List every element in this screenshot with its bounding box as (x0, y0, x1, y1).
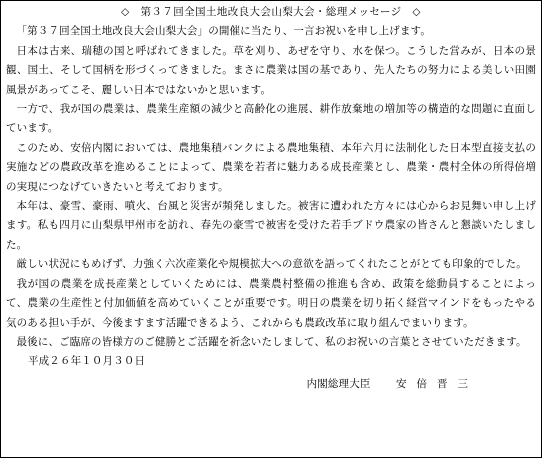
document-body (6, 3, 536, 394)
paragraph-cabinet-policy: このため、安倍内閣においては、農地集積バンクによる農地集積、本年六月に法制化した日本型直接支払の実施などの農政改革を進めることによって、農業を若者に魅力ある成長産業とし、農業・農村全体の所得倍増の実現につなげていきたいと考えております。 (6, 141, 536, 193)
paragraph-disasters: 本年は、豪雪、豪雨、噴火、台風と災害が頻発しました。被害に遭われた方々には心からお見舞い申し上げます。私も四月に山梨県甲州市を訪れ、春先の豪雪で被害を受けた若手ブドウ農家の皆さんと懇談いたしました。 (6, 200, 536, 251)
paragraph-impression: 厳しい状況にもめげず、力強く六次産業化や規模拡大への意欲を語ってくれたことがとても印象的でした。 (16, 258, 527, 271)
paragraph-greeting: 「第３７回全国土地改良大会山梨大会」の開催に当たり、一言お祝いを申し上げます。 (16, 25, 432, 38)
document-date: 平成２６年１０月３０日 (28, 355, 146, 368)
paragraph-structural-issues: 一方で、我が国の農業は、農業生産額の減少と高齢化の進展、耕作放棄地の増加等の構造的な問題に直面しています。 (6, 103, 536, 135)
signature-title: 内閣総理大臣 (306, 377, 371, 390)
paragraph-landscape: 日本は古来、瑞穂の国と呼ばれてきました。草を刈り、あぜを守り、水を保つ。こうした営みが、日本の景観、国土、そして国柄を形づくってきました。まさに農業は国の基であり、先人たちの努力による美しい田園風景があってこそ、麗しい日本ではないかと思います。 (6, 44, 536, 96)
document-title: ◇ 第３７回全国土地改良大会山梨大会・総理メッセージ ◇ (121, 6, 421, 18)
paragraph-closing: 最後に、ご臨席の皆様方のご健勝とご活躍を祈念いたしまして、私のお祝いの言葉とさせていただきます。 (16, 335, 527, 348)
paragraph-growth-industry: 我が国の農業を成長産業としていくためには、農業農村整備の推進も含め、政策を総動員することによって、農業の生産性と付加価値を高めていくことが重要です。明日の農業を切り拓く経営マインドをもったやる気のある担い手が、今後ますます活躍できるよう、これからも農政改革に取り組んでまいります。 (6, 277, 536, 329)
signature-name: 安倍晋三 (396, 377, 478, 390)
signature-block (6, 375, 536, 394)
